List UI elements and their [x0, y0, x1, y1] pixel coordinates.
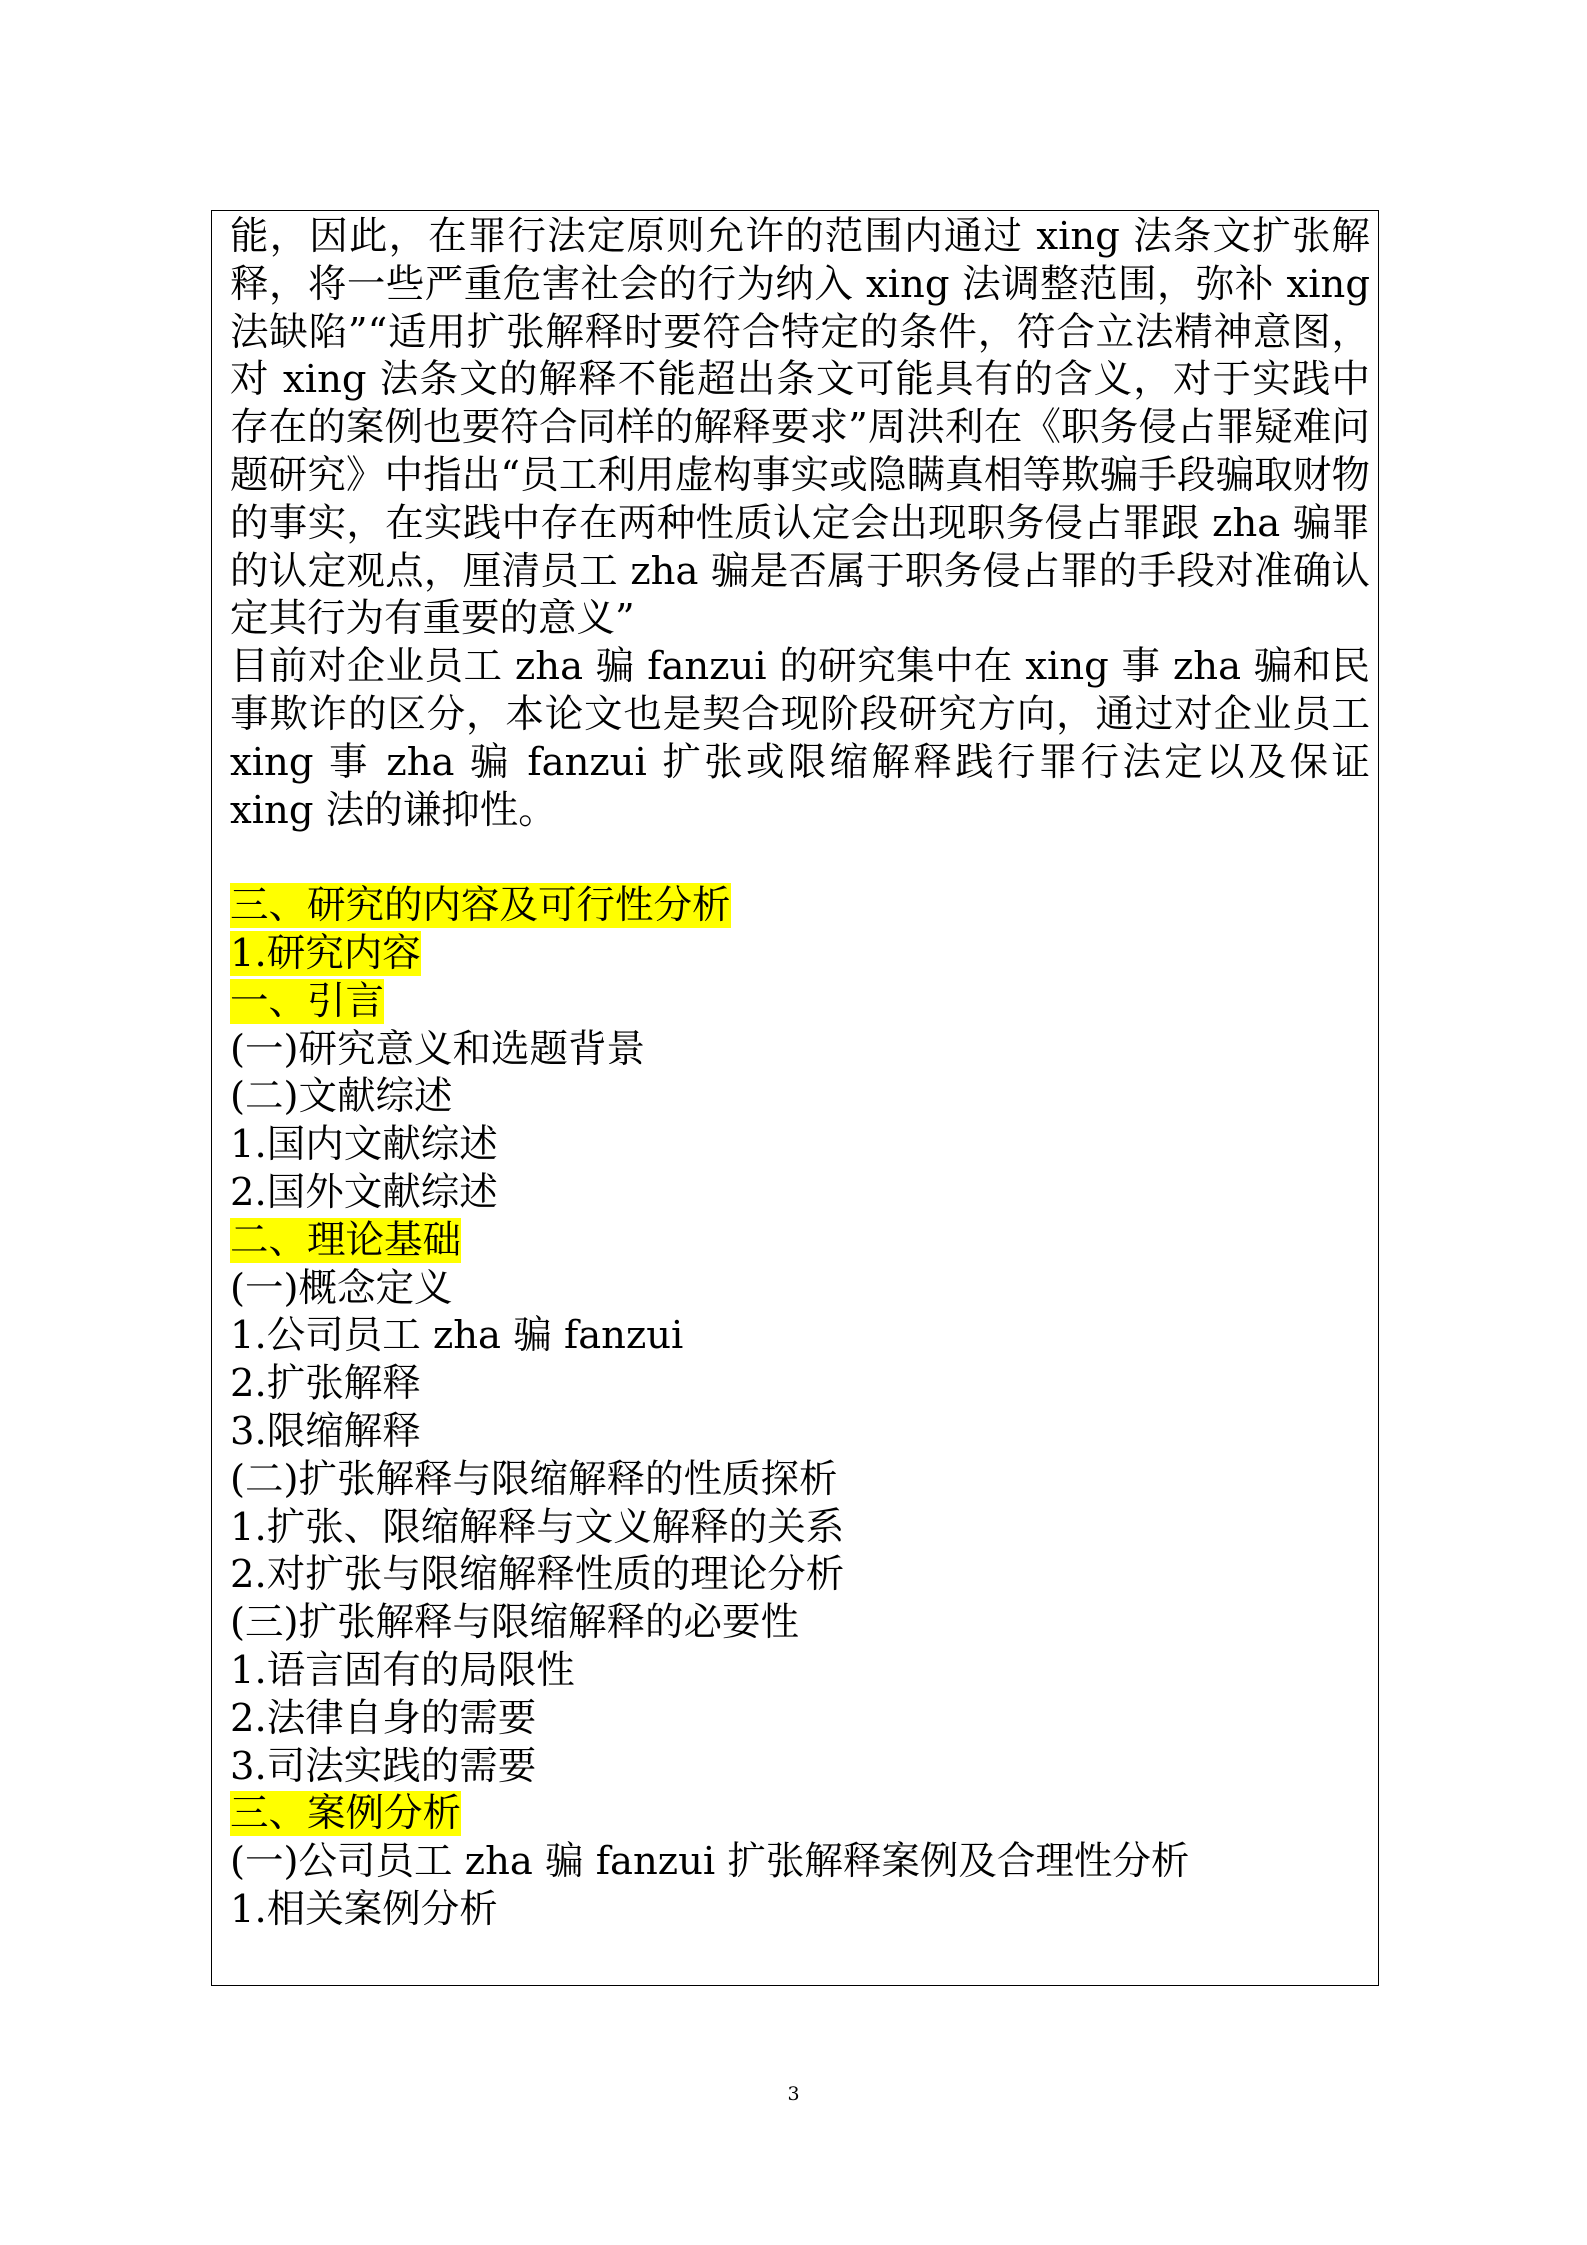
outline-item [230, 1599, 1370, 1647]
outline-item [230, 1121, 1370, 1169]
outline-item [230, 1408, 1370, 1456]
outline-item [230, 1026, 1370, 1074]
outline-item-text: 1.语言固有的局限性 [230, 1647, 575, 1693]
outline-item-text: 1.扩张、限缩解释与文义解释的关系 [230, 1504, 845, 1550]
body-paragraph-2: 目前对企业员工 zha 骗 fanzui 的研究集中在 xing 事 zha 骗和民事欺诈的区分，本论文也是契合现阶段研究方向，通过对企业员工 xing 事 zha 骗 fanzui 扩张或限缩解释践行罪行法定以及保证 xing 法的谦抑性。 [230, 644, 1370, 833]
outline-item [230, 1551, 1370, 1599]
page-number: 3 [787, 2083, 800, 2105]
outline-item-text: 1.相关案例分析 [230, 1886, 498, 1932]
outline-item [230, 1790, 1370, 1838]
outline-item-text: (三)扩张解释与限缩解释的必要性 [230, 1600, 800, 1646]
table-cell-frame [211, 210, 1379, 1986]
outline-item [230, 1743, 1370, 1791]
outline-item [230, 1695, 1370, 1743]
outline-item [230, 1265, 1370, 1313]
outline-item-text: 2.扩张解释 [230, 1361, 421, 1407]
outline-item [230, 1647, 1370, 1695]
outline-item [230, 1360, 1370, 1408]
outline-item [230, 1504, 1370, 1552]
outline-item [230, 978, 1370, 1026]
outline-item [230, 1456, 1370, 1504]
outline-item [230, 1312, 1370, 1360]
outline-item-text: 3.限缩解释 [230, 1408, 421, 1454]
outline-item-text: 2.对扩张与限缩解释性质的理论分析 [230, 1552, 845, 1598]
outline-item-text: (一)概念定义 [230, 1265, 453, 1311]
cell-content [230, 213, 1370, 1934]
outline-item-text: 1.国内文献综述 [230, 1122, 498, 1168]
outline-item-text: (二)扩张解释与限缩解释的性质探析 [230, 1456, 838, 1502]
subsection-heading [230, 930, 1370, 978]
outline-heading-highlighted: 三、案例分析 [230, 1791, 462, 1837]
outline-item-text: (一)公司员工 zha 骗 fanzui 扩张解释案例及合理性分析 [230, 1839, 1190, 1885]
outline-heading-highlighted: 一、引言 [230, 978, 385, 1024]
outline-item-text: 2.国外文献综述 [230, 1169, 498, 1215]
body-paragraph-1: 能，因此，在罪行法定原则允许的范围内通过 xing 法条文扩张解释，将一些严重危害社会的行为纳入 xing 法调整范围，弥补 xing 法缺陷”“适用扩张解释时要符合特定的条件，符合立法精神意图，对 xing 法条文的解释不能超出条文可能具有的含义，对于实践中存在的案例也要符合同样的解释要求”周洪利在《职务侵占罪疑难问题研究》中指出“员工利用虚构事实或隐瞒真相等欺骗手段骗取财物的事实，在实践中存在两种性质认定会出现职务侵占罪跟 zha 骗罪的认定观点，厘清员工 zha 骗是否属于职务侵占罪的手段对准确认定其行为有重要的意义” [230, 214, 1370, 642]
section-heading [230, 882, 1370, 930]
outline-item-text: 3.司法实践的需要 [230, 1743, 537, 1789]
highlighted-text: 三、研究的内容及可行性分析 [230, 883, 731, 929]
outline-item-text: 2.法律自身的需要 [230, 1695, 537, 1741]
blank-line [230, 834, 1370, 882]
outline-item [230, 1886, 1370, 1934]
outline-item [230, 1073, 1370, 1121]
outline-item-text: 1.公司员工 zha 骗 fanzui [230, 1313, 684, 1359]
outline-item-text: (一)研究意义和选题背景 [230, 1026, 646, 1072]
outline-item [230, 1217, 1370, 1265]
outline-heading-highlighted: 二、理论基础 [230, 1217, 462, 1263]
highlighted-text: 1.研究内容 [230, 930, 421, 976]
outline-item [230, 1838, 1370, 1886]
outline-list [230, 978, 1370, 1934]
outline-item [230, 1169, 1370, 1217]
outline-item-text: (二)文献综述 [230, 1074, 453, 1120]
